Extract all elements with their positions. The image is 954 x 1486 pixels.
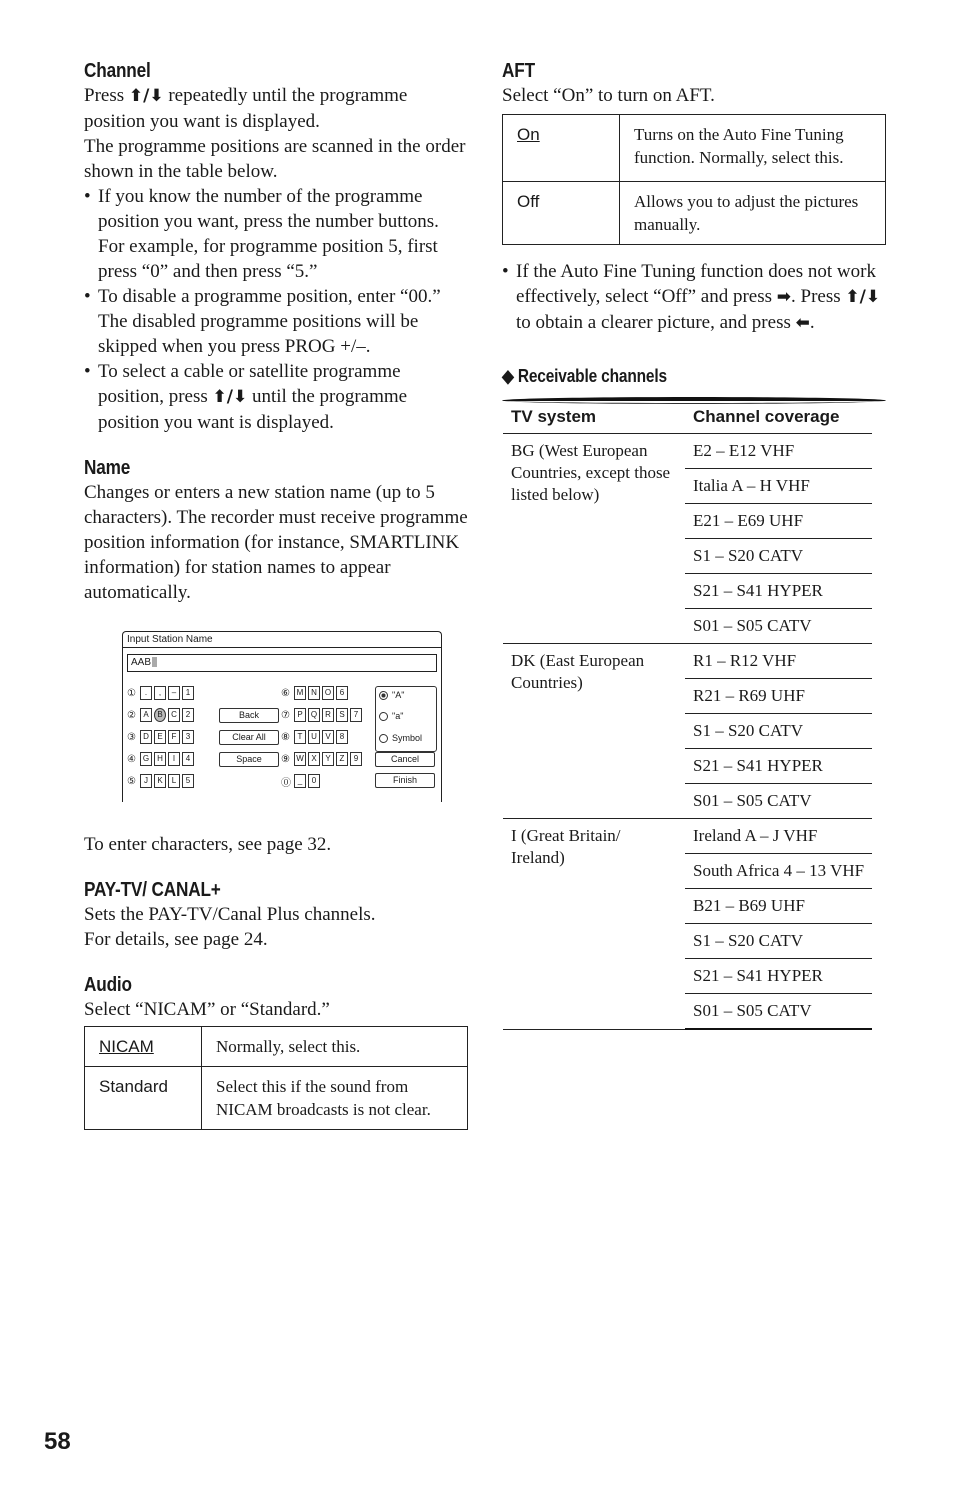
table-row — [85, 1027, 468, 1067]
keypad-row — [281, 730, 350, 744]
aft-intro: Select “On” to turn on AFT. — [502, 85, 715, 106]
option-desc: Normally, select this. — [202, 1027, 468, 1067]
channel-coverage-cell: S01 – S05 CATV — [685, 609, 872, 644]
character-key[interactable]: R — [322, 708, 334, 722]
character-key[interactable]: W — [294, 752, 306, 766]
character-key[interactable]: D — [140, 730, 152, 744]
aft-heading: AFT — [502, 60, 535, 82]
channel-coverage-cell: S1 – S20 CATV — [685, 539, 872, 574]
character-key[interactable]: . — [140, 686, 152, 700]
character-type-radio-group — [375, 686, 437, 752]
option-key: Off — [503, 182, 620, 245]
screen-title: Input Station Name — [127, 634, 213, 645]
character-key[interactable]: 1 — [182, 686, 194, 700]
table-row — [503, 434, 872, 469]
name-text: Changes or enters a new station name (up to 5 characters). The recorder must receive programme position information (for instance, SMARTLINK information) for station names to appear automatically. — [84, 482, 468, 603]
character-key[interactable]: Q — [308, 708, 320, 722]
character-key[interactable]: 3 — [182, 730, 194, 744]
row-number: ⑨ — [281, 753, 290, 765]
radio-lowercase[interactable]: "a" — [379, 711, 403, 721]
character-key[interactable]: _ — [294, 774, 306, 788]
character-key[interactable]: U — [308, 730, 320, 744]
channel-coverage-cell: E2 – E12 VHF — [685, 434, 872, 469]
character-key[interactable]: J — [140, 774, 152, 788]
character-key[interactable]: F — [168, 730, 180, 744]
list-item: • To disable a programme position, enter “00.” The disabled programme positions will be skipped when you press PROG +/–. — [84, 284, 468, 359]
channel-coverage-cell: S01 – S05 CATV — [685, 784, 872, 819]
character-key[interactable]: 7 — [350, 708, 362, 722]
character-key[interactable]: H — [154, 752, 166, 766]
back-button[interactable]: Back — [219, 708, 279, 723]
row-number: ③ — [127, 731, 136, 743]
character-key[interactable]: 0 — [308, 774, 320, 788]
channel-coverage-cell: S21 – S41 HYPER — [685, 959, 872, 994]
option-desc: Turns on the Auto Fine Tuning function. Normally, select this. — [620, 115, 886, 182]
row-number: ⑦ — [281, 709, 290, 721]
channel-coverage-cell: South Africa 4 – 13 VHF — [685, 854, 872, 889]
receivable-channels-table — [502, 397, 886, 1020]
keypad-row — [281, 752, 364, 766]
character-key[interactable]: 4 — [182, 752, 194, 766]
space-button[interactable]: Space — [219, 752, 279, 767]
character-key[interactable]: – — [168, 686, 180, 700]
radio-symbol[interactable]: Symbol — [379, 733, 422, 743]
character-key[interactable]: L — [168, 774, 180, 788]
channel-coverage-cell: R1 – R12 VHF — [685, 644, 872, 679]
right-arrow-icon: ➡ — [776, 287, 792, 307]
paytv-line1: Sets the PAY-TV/Canal Plus channels. — [84, 904, 376, 925]
channel-coverage-cell: S01 – S05 CATV — [685, 994, 872, 1030]
character-key[interactable]: P — [294, 708, 306, 722]
row-number: ⑧ — [281, 731, 290, 743]
up-down-arrow-icon: ⬆/⬇ — [212, 387, 248, 407]
aft-options-table — [502, 114, 886, 245]
input-station-name-screen — [122, 631, 442, 802]
enter-characters-note: To enter characters, see page 32. — [84, 834, 332, 855]
channel-coverage-cell: S21 – S41 HYPER — [685, 749, 872, 784]
table-row — [503, 182, 886, 245]
keypad-row — [127, 752, 196, 766]
keypad-row — [127, 730, 196, 744]
option-desc: Select this if the sound from NICAM broadcasts is not clear. — [202, 1067, 468, 1130]
channel-coverage-cell: Ireland A – J VHF — [685, 819, 872, 854]
list-item: • If you know the number of the programme position you want, press the number buttons. For example, for programme position 5, first press “0” and then press “5.” — [84, 184, 468, 284]
tv-system-cell: BG (West European Countries, except those listed below) — [503, 434, 685, 644]
character-key[interactable]: , — [154, 686, 166, 700]
table-row — [503, 644, 872, 679]
keypad-row — [127, 774, 196, 788]
channel-bullets — [84, 184, 468, 435]
up-down-arrow-icon: ⬆/⬇ — [845, 287, 881, 307]
character-key[interactable]: M — [294, 686, 306, 700]
option-key: On — [503, 115, 620, 182]
character-key[interactable]: O — [322, 686, 334, 700]
col-tv-system: TV system — [503, 401, 685, 434]
receivable-channels-heading: ◆ Receivable channels — [502, 366, 667, 386]
row-number: ① — [127, 687, 136, 699]
character-key[interactable]: C — [168, 708, 180, 722]
channel-heading: Channel — [84, 60, 151, 82]
character-key[interactable]: 2 — [182, 708, 194, 722]
aft-note — [502, 259, 886, 336]
character-key[interactable]: 8 — [336, 730, 348, 744]
character-key[interactable]: B — [154, 708, 166, 722]
audio-intro: Select “NICAM” or “Standard.” — [84, 999, 330, 1020]
cancel-button[interactable]: Cancel — [375, 752, 435, 767]
option-desc: Allows you to adjust the pictures manually. — [620, 182, 886, 245]
tv-system-cell: I (Great Britain/ Ireland) — [503, 819, 685, 1030]
character-key[interactable]: 6 — [336, 686, 348, 700]
keypad-row — [281, 708, 364, 722]
channel-coverage-cell: B21 – B69 UHF — [685, 889, 872, 924]
character-key[interactable]: V — [322, 730, 334, 744]
channel-coverage-cell: E21 – E69 UHF — [685, 504, 872, 539]
character-key[interactable]: G — [140, 752, 152, 766]
left-column — [84, 60, 468, 1130]
keypad-row — [281, 686, 350, 700]
table-row — [503, 115, 886, 182]
clear-all-button[interactable]: Clear All — [219, 730, 279, 745]
character-key[interactable]: T — [294, 730, 306, 744]
left-arrow-icon: ⬅ — [795, 313, 810, 333]
paytv-line2: For details, see page 24. — [84, 929, 268, 950]
row-number: ④ — [127, 753, 136, 765]
channel-coverage-cell: S1 – S20 CATV — [685, 714, 872, 749]
character-key[interactable]: Z — [336, 752, 348, 766]
radio-uppercase[interactable]: "A" — [379, 690, 404, 700]
character-key[interactable]: K — [154, 774, 166, 788]
row-number: ② — [127, 709, 136, 721]
character-key[interactable]: Y — [322, 752, 334, 766]
character-key[interactable]: 5 — [182, 774, 194, 788]
row-number: ⑥ — [281, 687, 290, 699]
keypad-row — [281, 774, 322, 788]
character-key[interactable]: N — [308, 686, 320, 700]
keypad-row — [127, 686, 196, 700]
character-key[interactable]: 9 — [350, 752, 362, 766]
channel-p1: Press ⬆/⬇ repeatedly until the programme position you want is displayed. — [84, 85, 408, 132]
table-header-row — [503, 401, 872, 434]
keypad-row — [127, 708, 196, 722]
list-item: • If the Auto Fine Tuning function does not work effectively, select “Off” and press ➡. Press ⬆/⬇ to obtain a clearer picture, and press ⬅. — [502, 259, 886, 336]
audio-options-table — [84, 1026, 468, 1130]
right-column — [502, 60, 886, 1020]
finish-button[interactable]: Finish — [375, 773, 435, 788]
channel-coverage-cell: S1 – S20 CATV — [685, 924, 872, 959]
table-row — [85, 1067, 468, 1130]
option-key: NICAM — [85, 1027, 202, 1067]
channel-p2: The programme positions are scanned in the order shown in the table below. — [84, 136, 466, 182]
name-heading: Name — [84, 457, 131, 479]
page-number: 58 — [44, 1428, 71, 1455]
character-key[interactable]: E — [154, 730, 166, 744]
character-key[interactable]: S — [336, 708, 348, 722]
row-number: ⑤ — [127, 775, 136, 787]
list-item: • To select a cable or satellite programme position, press ⬆/⬇ until the programme position you want is displayed. — [84, 359, 468, 435]
channel-coverage-cell: Italia A – H VHF — [685, 469, 872, 504]
station-name-input[interactable]: AAB — [127, 654, 437, 672]
character-key[interactable]: I — [168, 752, 180, 766]
row-number: ⓪ — [281, 777, 291, 789]
up-down-arrow-icon: ⬆/⬇ — [128, 86, 164, 106]
table-row — [503, 819, 872, 854]
col-channel-coverage: Channel coverage — [685, 401, 872, 434]
character-key[interactable]: X — [308, 752, 320, 766]
channel-coverage-cell: S21 – S41 HYPER — [685, 574, 872, 609]
channel-coverage-cell: R21 – R69 UHF — [685, 679, 872, 714]
audio-heading: Audio — [84, 974, 132, 996]
tv-system-cell: DK (East European Countries) — [503, 644, 685, 819]
character-key[interactable]: A — [140, 708, 152, 722]
option-key: Standard — [85, 1067, 202, 1130]
paytv-heading: PAY-TV/ CANAL+ — [84, 879, 221, 901]
